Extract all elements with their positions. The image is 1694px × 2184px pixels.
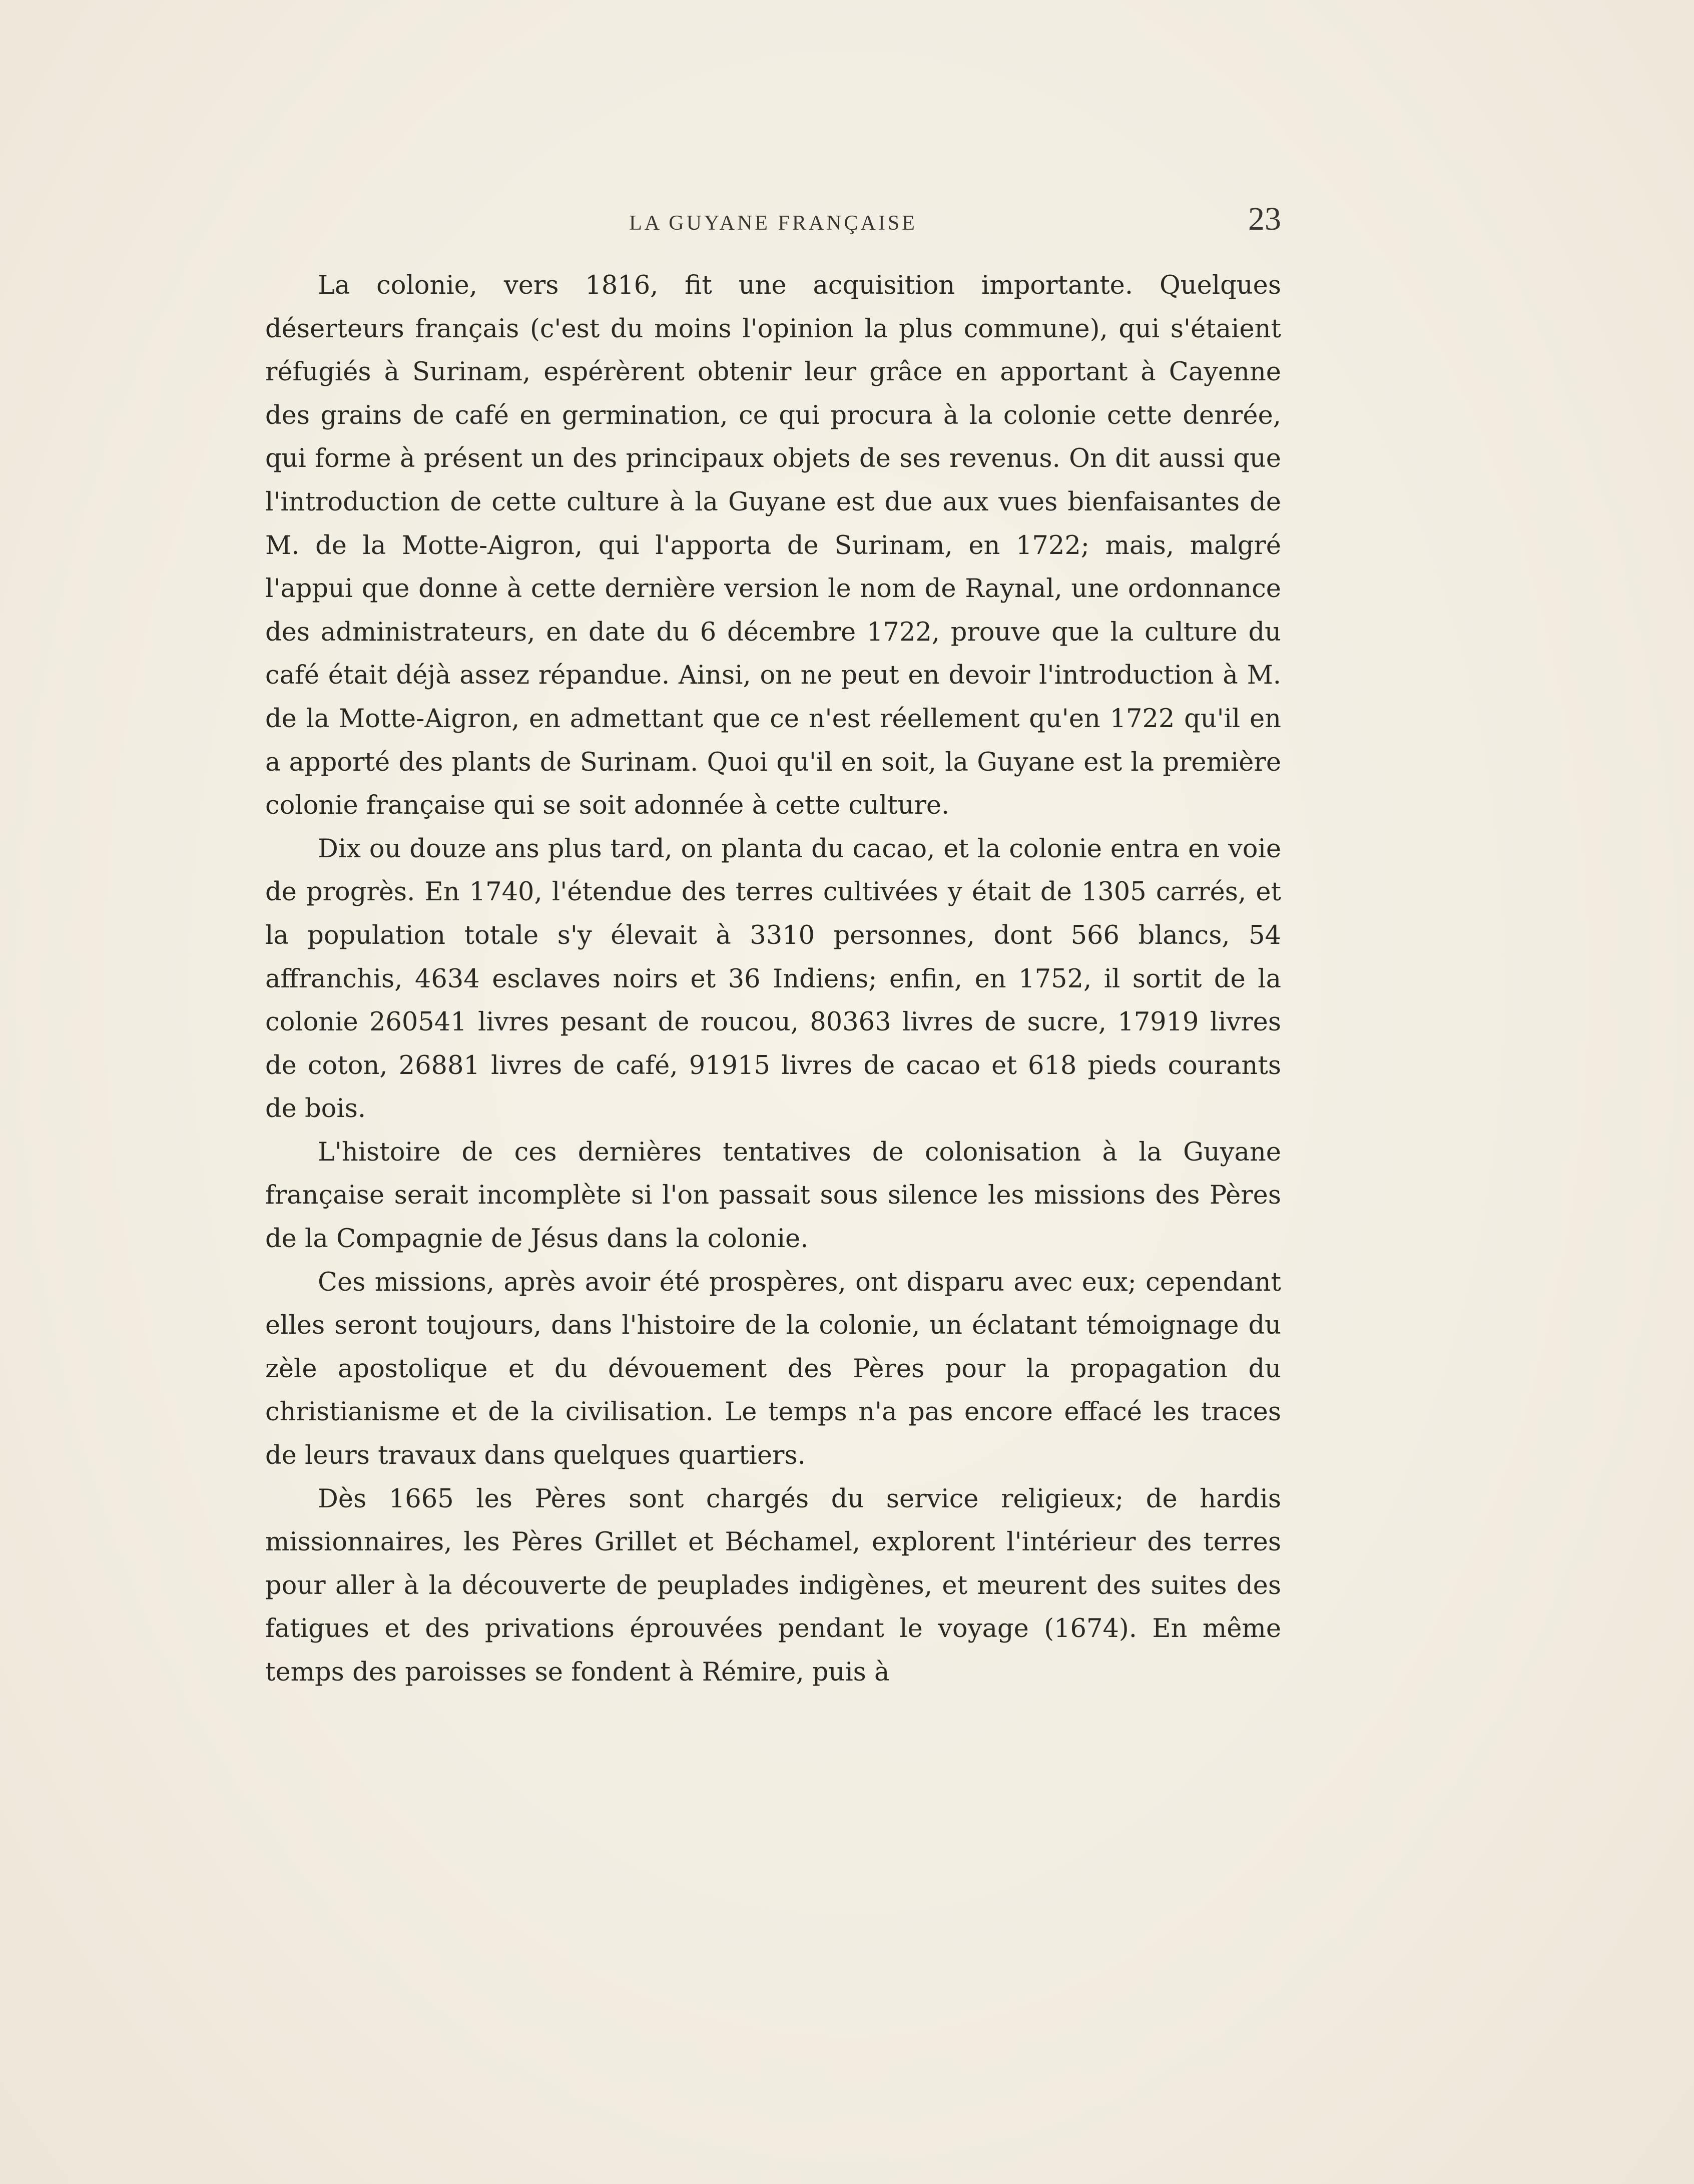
page-number: 23	[1248, 201, 1281, 237]
paragraph: La colonie, vers 1816, fit une acquisition importante. Quelques déserteurs français (c'est du moins l'opinion la plus commune), qui s'étaient réfugiés à Surinam, espérèrent obtenir leur grâce en apportant à Cayenne des grains de café en germination, ce qui procura à la colonie cette denrée, qui forme à présent un des principaux objets de ses revenus. On dit aussi que l'introduction de cette culture à la Guyane est due aux vues bienfaisantes de M. de la Motte-Aigron, qui l'apporta de Surinam, en 1722; mais, malgré l'appui que donne à cette dernière version le nom de Raynal, une ordonnance des administrateurs, en date du 6 décembre 1722, prouve que la culture du café était déjà assez répandue. Ainsi, on ne peut en devoir l'introduction à M. de la Motte-Aigron, en admettant que ce n'est réellement qu'en 1722 qu'il en a apporté des plants de Surinam. Quoi qu'il en soit, la Guyane est la première colonie française qui se soit adonnée à cette culture.	[265, 271, 1281, 821]
running-title: LA GUYANE FRANÇAISE	[629, 212, 917, 235]
paragraph: Dès 1665 les Pères sont chargés du service religieux; de hardis missionnaires, les Pères Grillet et Béchamel, explorent l'intérieur des terres pour aller à la découverte de peuplades indigènes, et meurent des suites des fatigues et des privations éprouvées pendant le voyage (1674). En même temps des paroisses se fondent à Rémire, puis à	[265, 1484, 1281, 1687]
body-text	[265, 264, 1281, 1695]
paragraph: L'histoire de ces dernières tentatives de colonisation à la Guyane française serait incomplète si l'on passait sous silence les missions des Pères de la Compagnie de Jésus dans la colonie.	[265, 1137, 1281, 1254]
paragraph: Ces missions, après avoir été prospères, ont disparu avec eux; cependant elles seront toujours, dans l'histoire de la colonie, un éclatant témoignage du zèle apostolique et du dévouement des Pères pour la propagation du christianisme et de la civilisation. Le temps n'a pas encore effacé les traces de leurs travaux dans quelques quartiers.	[265, 1267, 1281, 1471]
page-header	[265, 200, 1281, 245]
paragraph: Dix ou douze ans plus tard, on planta du cacao, et la colonie entra en voie de progrès. En 1740, l'étendue des terres cultivées y était de 1305 carrés, et la population totale s'y élevait à 3310 personnes, dont 566 blancs, 54 affranchis, 4634 esclaves noirs et 36 Indiens; enfin, en 1752, il sortit de la colonie 260541 livres pesant de roucou, 80363 livres de sucre, 17919 livres de coton, 26881 livres de café, 91915 livres de cacao et 618 pieds courants de bois.	[265, 834, 1281, 1124]
